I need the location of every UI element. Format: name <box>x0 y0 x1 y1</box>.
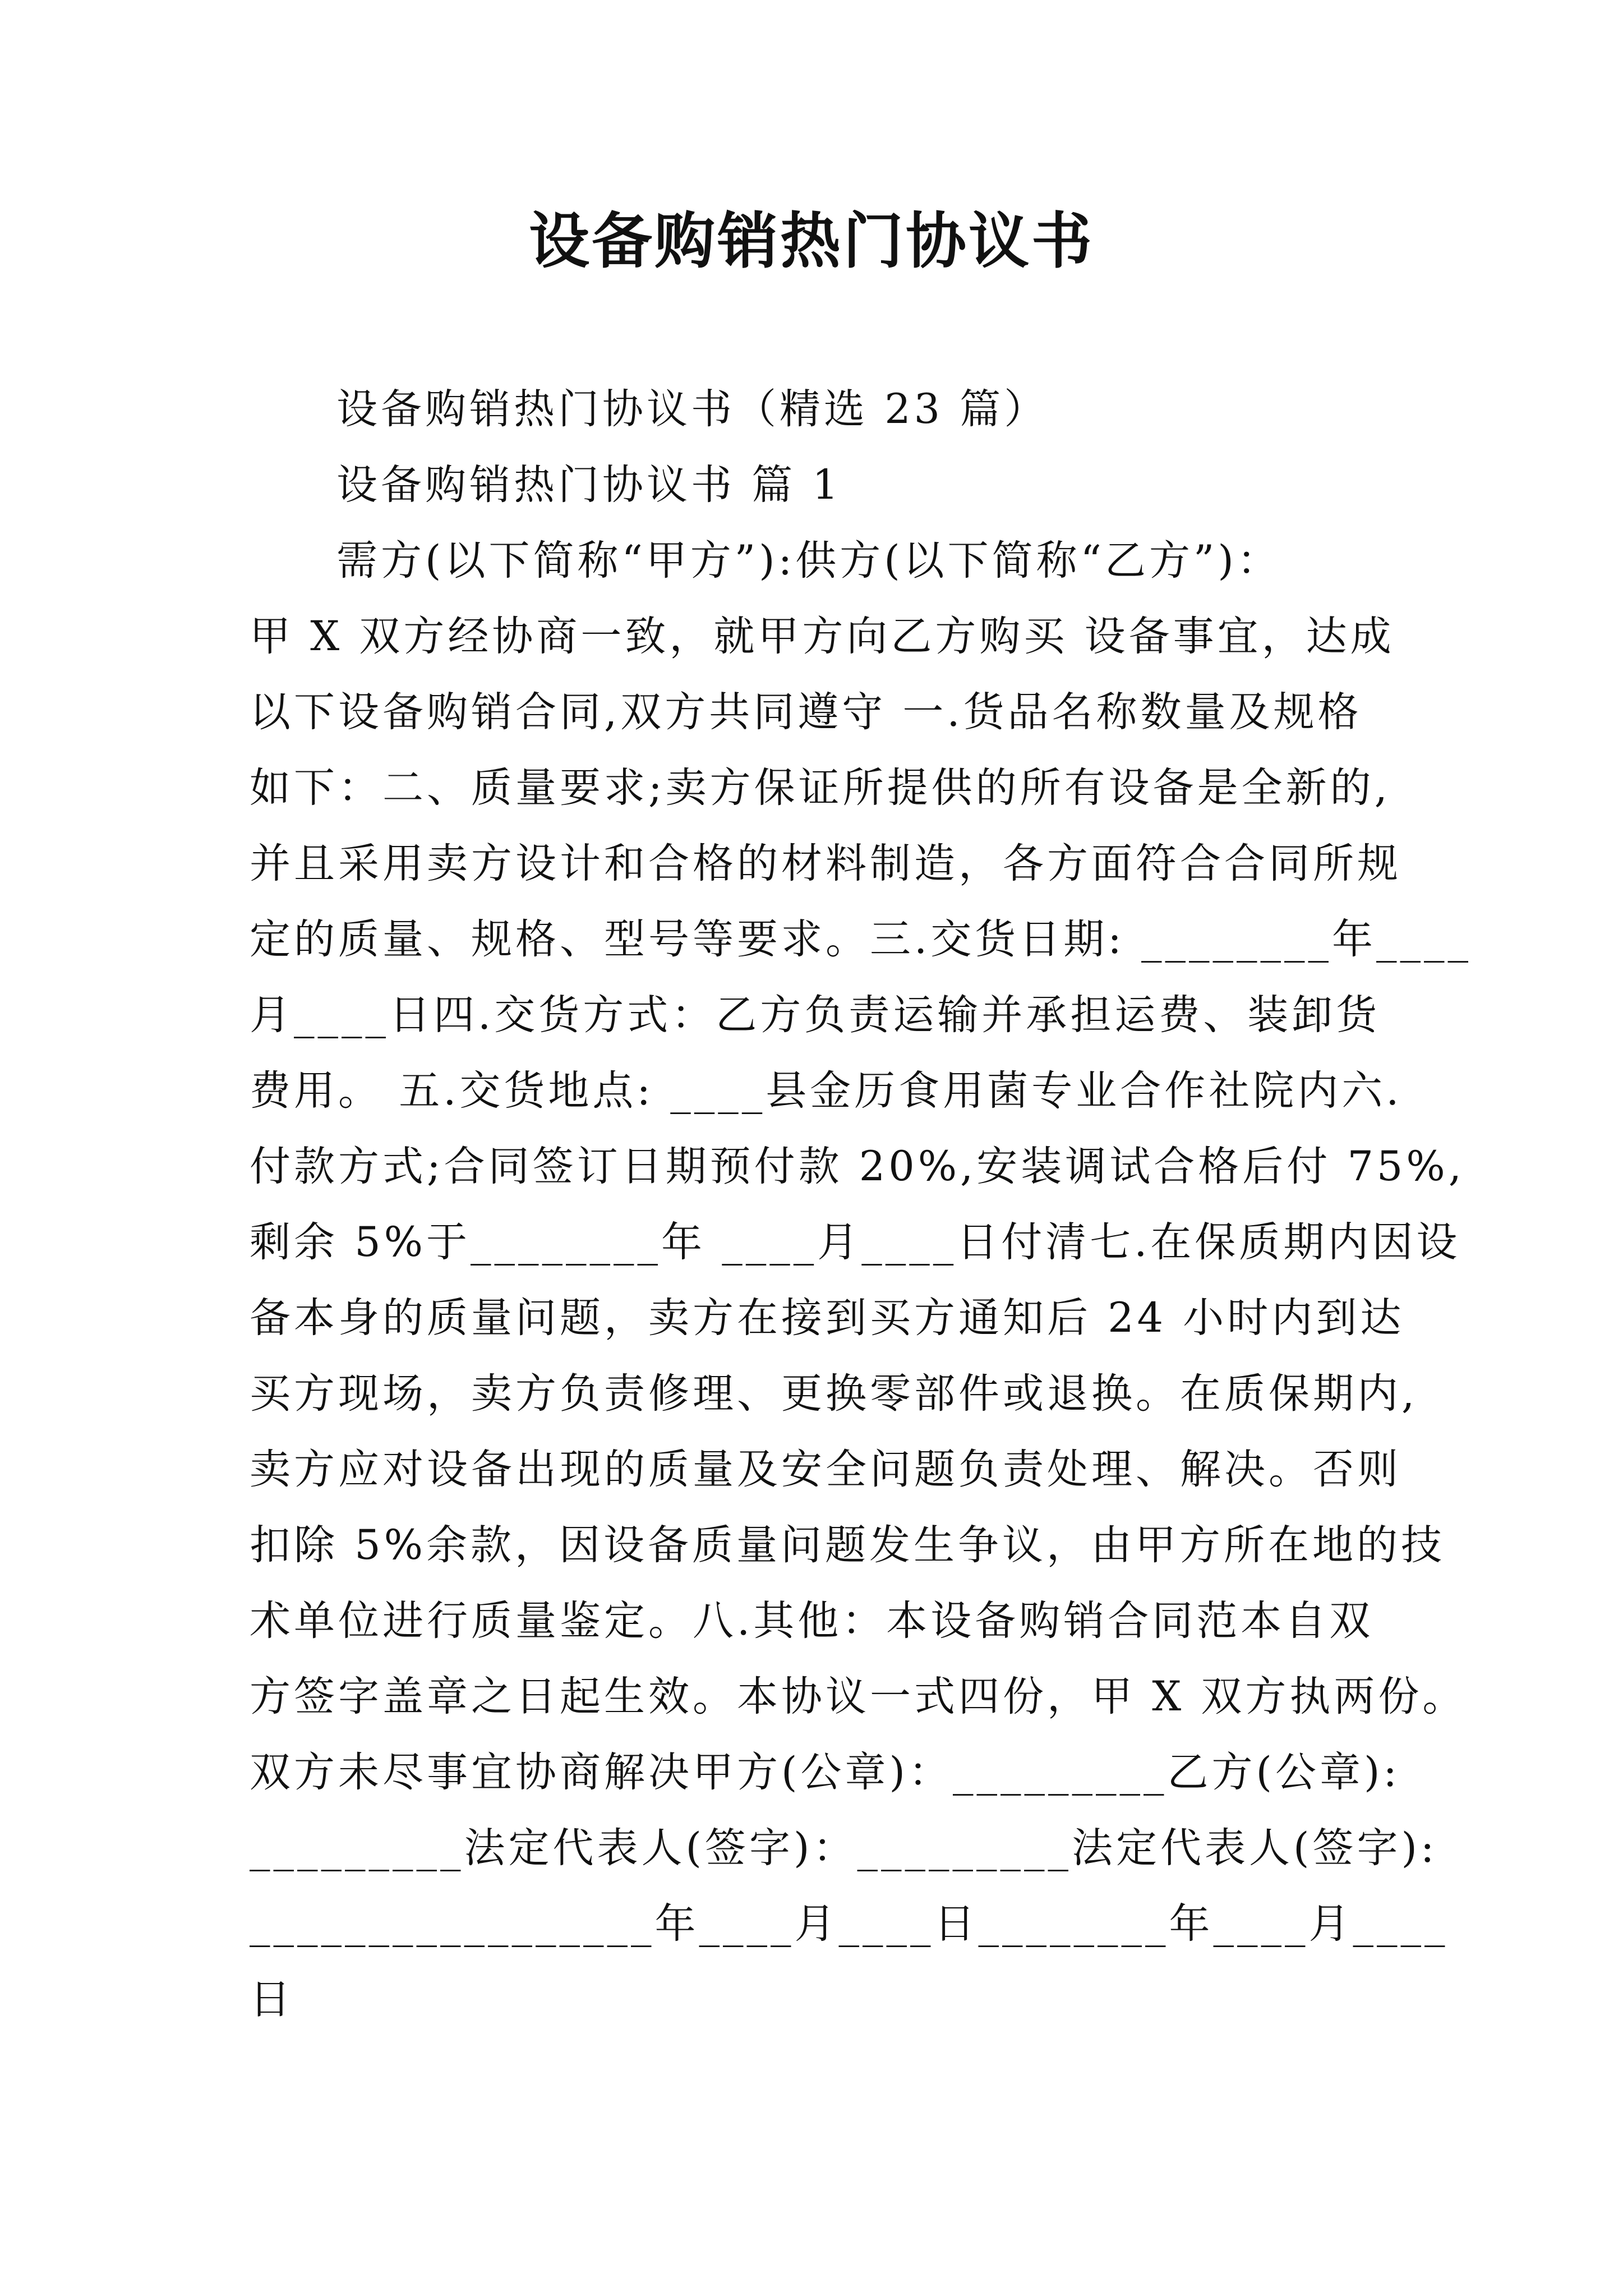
document-title: 设备购销热门协议书 <box>528 206 1094 277</box>
paragraph-line: 需方(以下简称“甲方”):供方(以下简称“乙方”)： <box>336 537 1281 585</box>
paragraph-line: 术单位进行质量鉴定。八.其他：本设备购销合同范本自双 <box>250 1597 1374 1645</box>
paragraph-line: 剩余 5%于________年 ____月____日付清七.在保质期内因设 <box>250 1218 1461 1266</box>
paragraph-line: 定的质量、规格、型号等要求。三.交货日期: ________年____ <box>250 915 1472 963</box>
paragraph-line: 扣除 5%余款，因设备质量问题发生争议，由甲方所在地的技 <box>250 1521 1446 1569</box>
paragraph-line: 费用。 五.交货地点: ____县金历食用菌专业合作社院内六. <box>250 1067 1403 1115</box>
paragraph-line: 以下设备购销合同,双方共同遵守 一.货品名称数量及规格 <box>250 688 1362 736</box>
subtitle-line: 设备购销热门协议书（精选 23 篇） <box>336 385 1049 433</box>
paragraph-line: 甲 X 双方经协商一致，就甲方向乙方购买 设备事宜，达成 <box>250 613 1395 660</box>
section-heading: 设备购销热门协议书 篇 1 <box>336 461 842 509</box>
paragraph-line: 备本身的质量问题，卖方在接到买方通知后 24 小时内到达 <box>250 1294 1405 1342</box>
paragraph-line: 如下：二、质量要求;卖方保证所提供的所有设备是全新的, <box>250 764 1391 812</box>
paragraph-line: 买方现场，卖方负责修理、更换零部件或退换。在质保期内, <box>250 1370 1418 1418</box>
paragraph-line: 月____日四.交货方式：乙方负责运输并承担运费、装卸货 <box>250 991 1381 1039</box>
date-line: 日 <box>250 1976 294 2023</box>
paragraph-line: 卖方应对设备出现的质量及安全问题负责处理、解决。否则 <box>250 1446 1401 1493</box>
signature-line: 双方未尽事宜协商解决甲方(公章)：_________乙方(公章): <box>250 1749 1401 1796</box>
paragraph-line: 方签字盖章之日起生效。本协议一式四份，甲 X 双方执两份。 <box>250 1673 1467 1720</box>
paragraph-line: 并且采用卖方设计和合格的材料制造，各方面符合合同所规 <box>250 840 1401 887</box>
signature-line: _________法定代表人(签字)：_________法定代表人(签字): <box>250 1824 1438 1872</box>
paragraph-line: 付款方式;合同签订日期预付款 20%,安装调试合格后付 75%, <box>250 1143 1465 1190</box>
date-line: _________________年____月____日________年____月____ <box>250 1900 1449 1948</box>
